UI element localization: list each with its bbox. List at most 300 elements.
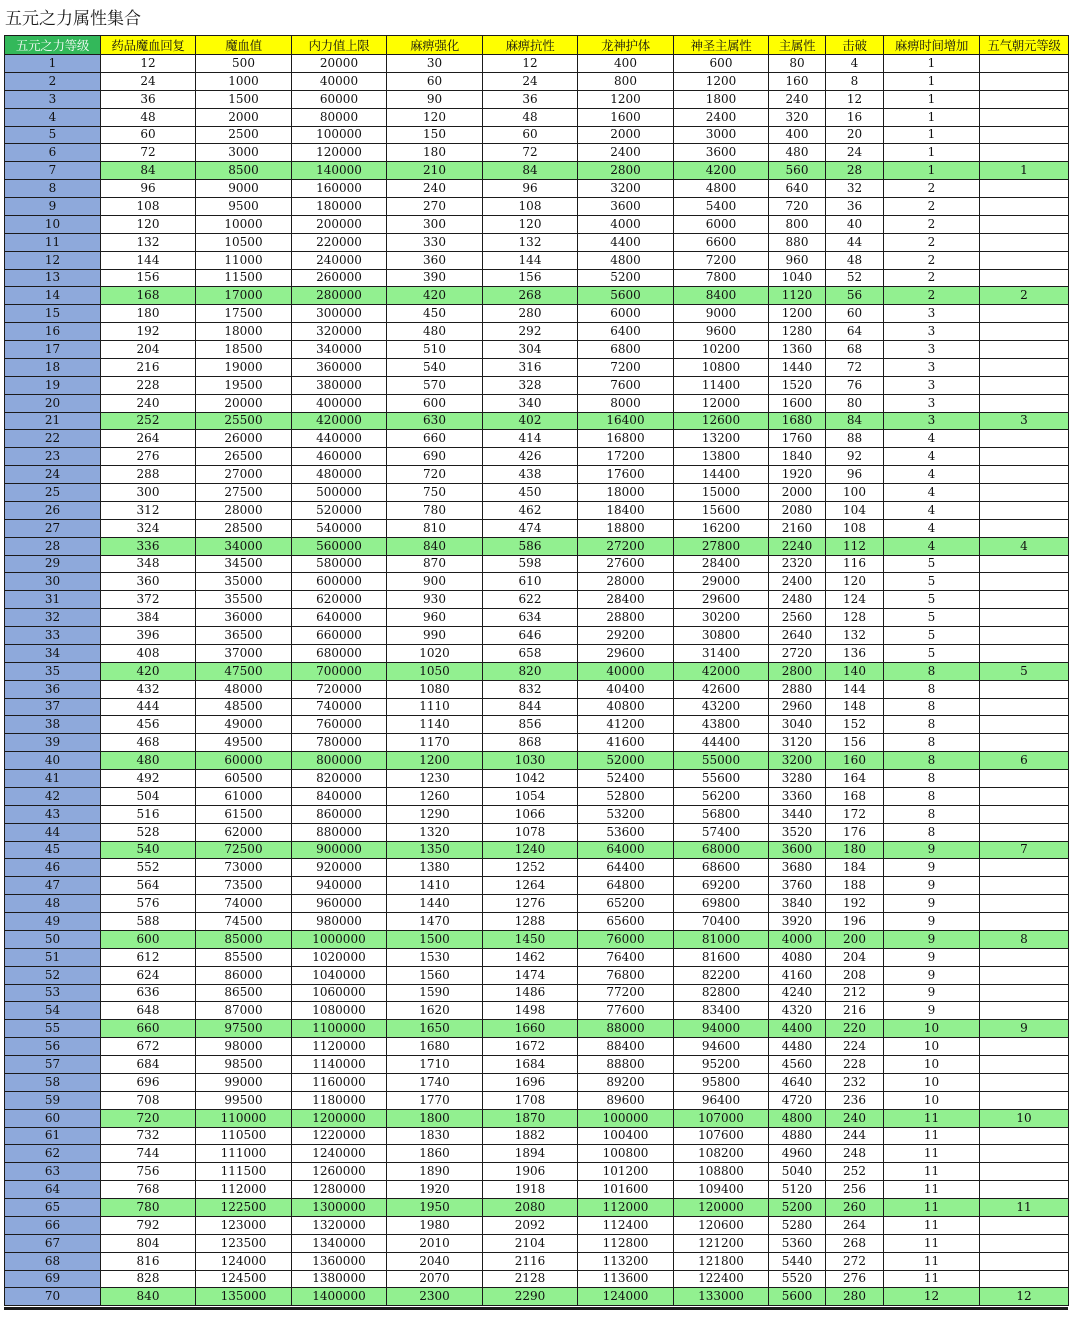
level-cell[interactable]: 36 xyxy=(5,680,101,698)
table-cell[interactable]: 560000 xyxy=(292,537,387,555)
table-cell[interactable]: 101600 xyxy=(578,1181,674,1199)
table-cell[interactable]: 2560 xyxy=(769,609,826,627)
table-cell[interactable]: 208 xyxy=(826,966,884,984)
table-cell[interactable] xyxy=(980,984,1069,1002)
table-cell[interactable]: 252 xyxy=(101,412,196,430)
table-cell[interactable]: 14400 xyxy=(674,466,769,484)
table-cell[interactable]: 5120 xyxy=(769,1181,826,1199)
table-cell[interactable]: 84 xyxy=(826,412,884,430)
table-cell[interactable]: 48 xyxy=(101,108,196,126)
table-cell[interactable]: 1200 xyxy=(578,90,674,108)
table-cell[interactable]: 150 xyxy=(387,126,483,144)
table-cell[interactable] xyxy=(980,1216,1069,1234)
table-cell[interactable]: 3440 xyxy=(769,805,826,823)
table-cell[interactable]: 1660 xyxy=(483,1020,578,1038)
table-cell[interactable]: 400000 xyxy=(292,394,387,412)
table-cell[interactable]: 828 xyxy=(101,1270,196,1288)
table-cell[interactable]: 152 xyxy=(826,716,884,734)
table-cell[interactable]: 280 xyxy=(826,1288,884,1306)
table-cell[interactable]: 10200 xyxy=(674,341,769,359)
table-cell[interactable]: 438 xyxy=(483,466,578,484)
table-cell[interactable]: 8000 xyxy=(578,394,674,412)
level-cell[interactable]: 49 xyxy=(5,913,101,931)
level-cell[interactable]: 7 xyxy=(5,162,101,180)
table-cell[interactable]: 5200 xyxy=(578,269,674,287)
table-cell[interactable] xyxy=(980,859,1069,877)
table-cell[interactable]: 84 xyxy=(101,162,196,180)
level-cell[interactable]: 53 xyxy=(5,984,101,1002)
table-cell[interactable]: 49000 xyxy=(196,716,292,734)
table-cell[interactable]: 80 xyxy=(769,55,826,73)
table-cell[interactable]: 1672 xyxy=(483,1038,578,1056)
table-cell[interactable]: 76800 xyxy=(578,966,674,984)
table-cell[interactable]: 36000 xyxy=(196,609,292,627)
table-cell[interactable]: 37000 xyxy=(196,644,292,662)
table-cell[interactable]: 990 xyxy=(387,627,483,645)
table-cell[interactable]: 44400 xyxy=(674,734,769,752)
table-cell[interactable]: 111500 xyxy=(196,1163,292,1181)
table-cell[interactable]: 27000 xyxy=(196,466,292,484)
table-cell[interactable]: 17500 xyxy=(196,305,292,323)
table-cell[interactable]: 109400 xyxy=(674,1181,769,1199)
level-cell[interactable]: 15 xyxy=(5,305,101,323)
table-cell[interactable]: 372 xyxy=(101,591,196,609)
table-cell[interactable]: 240 xyxy=(826,1109,884,1127)
table-cell[interactable]: 82800 xyxy=(674,984,769,1002)
table-cell[interactable]: 2800 xyxy=(578,162,674,180)
table-cell[interactable]: 560 xyxy=(769,162,826,180)
table-cell[interactable] xyxy=(980,448,1069,466)
table-cell[interactable]: 2 xyxy=(980,287,1069,305)
table-cell[interactable]: 48000 xyxy=(196,680,292,698)
table-cell[interactable]: 120600 xyxy=(674,1216,769,1234)
table-cell[interactable]: 10800 xyxy=(674,358,769,376)
table-cell[interactable]: 1120000 xyxy=(292,1038,387,1056)
header-cell[interactable]: 龙神护体 xyxy=(578,36,674,55)
table-cell[interactable]: 40400 xyxy=(578,680,674,698)
table-cell[interactable] xyxy=(980,519,1069,537)
table-cell[interactable]: 5440 xyxy=(769,1252,826,1270)
table-cell[interactable]: 112800 xyxy=(578,1234,674,1252)
table-cell[interactable]: 26500 xyxy=(196,448,292,466)
table-cell[interactable]: 11 xyxy=(884,1199,980,1217)
level-cell[interactable]: 6 xyxy=(5,144,101,162)
table-cell[interactable]: 76000 xyxy=(578,930,674,948)
table-cell[interactable]: 228 xyxy=(101,376,196,394)
table-cell[interactable]: 960 xyxy=(387,609,483,627)
level-cell[interactable]: 34 xyxy=(5,644,101,662)
table-cell[interactable]: 81000 xyxy=(674,930,769,948)
table-cell[interactable]: 780 xyxy=(387,501,483,519)
table-cell[interactable]: 1470 xyxy=(387,913,483,931)
table-cell[interactable]: 216 xyxy=(826,1002,884,1020)
table-cell[interactable]: 9600 xyxy=(674,323,769,341)
table-cell[interactable]: 232 xyxy=(826,1073,884,1091)
table-cell[interactable]: 1680 xyxy=(769,412,826,430)
table-cell[interactable]: 180 xyxy=(826,841,884,859)
table-cell[interactable]: 86000 xyxy=(196,966,292,984)
table-cell[interactable] xyxy=(980,501,1069,519)
table-cell[interactable]: 3 xyxy=(884,412,980,430)
table-cell[interactable]: 120 xyxy=(387,108,483,126)
table-cell[interactable]: 2080 xyxy=(769,501,826,519)
table-cell[interactable]: 2400 xyxy=(674,108,769,126)
table-cell[interactable]: 8 xyxy=(826,72,884,90)
table-cell[interactable]: 85000 xyxy=(196,930,292,948)
table-cell[interactable]: 136 xyxy=(826,644,884,662)
table-cell[interactable]: 292 xyxy=(483,323,578,341)
table-cell[interactable] xyxy=(980,770,1069,788)
table-cell[interactable]: 60000 xyxy=(196,752,292,770)
table-cell[interactable] xyxy=(980,1091,1069,1109)
table-cell[interactable]: 16200 xyxy=(674,519,769,537)
table-cell[interactable]: 11 xyxy=(884,1234,980,1252)
table-cell[interactable]: 29600 xyxy=(674,591,769,609)
table-cell[interactable]: 1200 xyxy=(769,305,826,323)
table-cell[interactable]: 4200 xyxy=(674,162,769,180)
table-cell[interactable] xyxy=(980,90,1069,108)
table-cell[interactable]: 204 xyxy=(826,948,884,966)
table-cell[interactable] xyxy=(980,144,1069,162)
table-cell[interactable]: 264 xyxy=(101,430,196,448)
table-cell[interactable]: 8500 xyxy=(196,162,292,180)
table-cell[interactable]: 768 xyxy=(101,1181,196,1199)
table-cell[interactable]: 84 xyxy=(483,162,578,180)
table-cell[interactable]: 288 xyxy=(101,466,196,484)
table-cell[interactable]: 30800 xyxy=(674,627,769,645)
table-cell[interactable]: 624 xyxy=(101,966,196,984)
table-cell[interactable]: 11400 xyxy=(674,376,769,394)
table-cell[interactable]: 13200 xyxy=(674,430,769,448)
table-cell[interactable]: 4080 xyxy=(769,948,826,966)
table-cell[interactable]: 10 xyxy=(884,1056,980,1074)
table-cell[interactable]: 1054 xyxy=(483,787,578,805)
table-cell[interactable]: 110000 xyxy=(196,1109,292,1127)
table-cell[interactable]: 2000 xyxy=(578,126,674,144)
table-cell[interactable]: 18800 xyxy=(578,519,674,537)
table-cell[interactable]: 28500 xyxy=(196,519,292,537)
table-cell[interactable]: 2 xyxy=(884,269,980,287)
table-cell[interactable]: 98500 xyxy=(196,1056,292,1074)
table-cell[interactable]: 10 xyxy=(884,1091,980,1109)
table-cell[interactable]: 120 xyxy=(826,573,884,591)
table-cell[interactable]: 11 xyxy=(884,1145,980,1163)
table-cell[interactable]: 40 xyxy=(826,215,884,233)
table-cell[interactable]: 328 xyxy=(483,376,578,394)
table-cell[interactable]: 1288 xyxy=(483,913,578,931)
table-cell[interactable] xyxy=(980,895,1069,913)
level-cell[interactable]: 63 xyxy=(5,1163,101,1181)
table-cell[interactable]: 11 xyxy=(884,1252,980,1270)
table-cell[interactable]: 1440 xyxy=(769,358,826,376)
table-cell[interactable]: 94600 xyxy=(674,1038,769,1056)
table-cell[interactable]: 528 xyxy=(101,823,196,841)
level-cell[interactable]: 52 xyxy=(5,966,101,984)
table-cell[interactable]: 1950 xyxy=(387,1199,483,1217)
table-cell[interactable]: 7800 xyxy=(674,269,769,287)
level-cell[interactable]: 43 xyxy=(5,805,101,823)
table-cell[interactable]: 89200 xyxy=(578,1073,674,1091)
table-cell[interactable]: 1462 xyxy=(483,948,578,966)
table-cell[interactable]: 5400 xyxy=(674,198,769,216)
table-cell[interactable]: 12 xyxy=(483,55,578,73)
table-cell[interactable]: 57400 xyxy=(674,823,769,841)
table-cell[interactable]: 9 xyxy=(884,1002,980,1020)
table-cell[interactable]: 598 xyxy=(483,555,578,573)
table-cell[interactable]: 10000 xyxy=(196,215,292,233)
level-cell[interactable]: 8 xyxy=(5,180,101,198)
table-cell[interactable]: 1066 xyxy=(483,805,578,823)
level-cell[interactable]: 56 xyxy=(5,1038,101,1056)
table-cell[interactable]: 3 xyxy=(980,412,1069,430)
table-cell[interactable]: 640 xyxy=(769,180,826,198)
table-cell[interactable]: 29200 xyxy=(578,627,674,645)
level-cell[interactable]: 12 xyxy=(5,251,101,269)
table-cell[interactable]: 200 xyxy=(826,930,884,948)
table-cell[interactable]: 1474 xyxy=(483,966,578,984)
table-cell[interactable]: 1560 xyxy=(387,966,483,984)
table-cell[interactable]: 8 xyxy=(980,930,1069,948)
table-cell[interactable]: 3760 xyxy=(769,877,826,895)
level-cell[interactable]: 70 xyxy=(5,1288,101,1306)
table-cell[interactable]: 2080 xyxy=(483,1199,578,1217)
table-cell[interactable]: 840 xyxy=(101,1288,196,1306)
table-cell[interactable]: 64800 xyxy=(578,877,674,895)
table-cell[interactable]: 120 xyxy=(101,215,196,233)
table-cell[interactable]: 124500 xyxy=(196,1270,292,1288)
level-cell[interactable]: 23 xyxy=(5,448,101,466)
table-cell[interactable]: 1800 xyxy=(387,1109,483,1127)
table-cell[interactable]: 4 xyxy=(980,537,1069,555)
table-cell[interactable]: 3 xyxy=(884,358,980,376)
table-cell[interactable]: 42600 xyxy=(674,680,769,698)
table-cell[interactable]: 10 xyxy=(980,1109,1069,1127)
table-cell[interactable]: 108 xyxy=(101,198,196,216)
table-cell[interactable] xyxy=(980,305,1069,323)
level-cell[interactable]: 66 xyxy=(5,1216,101,1234)
table-cell[interactable]: 2480 xyxy=(769,591,826,609)
level-cell[interactable]: 46 xyxy=(5,859,101,877)
table-cell[interactable]: 24 xyxy=(483,72,578,90)
table-cell[interactable]: 3520 xyxy=(769,823,826,841)
table-cell[interactable]: 1252 xyxy=(483,859,578,877)
table-cell[interactable]: 24 xyxy=(826,144,884,162)
table-cell[interactable]: 1680 xyxy=(387,1038,483,1056)
table-cell[interactable]: 31400 xyxy=(674,644,769,662)
table-cell[interactable]: 4 xyxy=(884,466,980,484)
table-cell[interactable]: 832 xyxy=(483,680,578,698)
level-cell[interactable]: 50 xyxy=(5,930,101,948)
table-cell[interactable]: 1100000 xyxy=(292,1020,387,1038)
table-cell[interactable]: 3120 xyxy=(769,734,826,752)
table-cell[interactable]: 2 xyxy=(884,198,980,216)
table-cell[interactable]: 340 xyxy=(483,394,578,412)
table-cell[interactable]: 1380000 xyxy=(292,1270,387,1288)
table-cell[interactable]: 1380 xyxy=(387,859,483,877)
level-cell[interactable]: 68 xyxy=(5,1252,101,1270)
table-cell[interactable]: 622 xyxy=(483,591,578,609)
table-cell[interactable]: 1498 xyxy=(483,1002,578,1020)
table-cell[interactable]: 28000 xyxy=(578,573,674,591)
table-cell[interactable]: 1684 xyxy=(483,1056,578,1074)
table-cell[interactable]: 140000 xyxy=(292,162,387,180)
table-cell[interactable] xyxy=(980,877,1069,895)
table-cell[interactable]: 108 xyxy=(826,519,884,537)
table-cell[interactable]: 107600 xyxy=(674,1127,769,1145)
table-cell[interactable]: 2160 xyxy=(769,519,826,537)
table-cell[interactable]: 120000 xyxy=(292,144,387,162)
table-cell[interactable]: 28800 xyxy=(578,609,674,627)
table-cell[interactable]: 60000 xyxy=(292,90,387,108)
table-cell[interactable]: 2640 xyxy=(769,627,826,645)
table-cell[interactable]: 900000 xyxy=(292,841,387,859)
table-cell[interactable]: 1300000 xyxy=(292,1199,387,1217)
table-cell[interactable]: 240000 xyxy=(292,251,387,269)
header-cell[interactable]: 麻痹时间增加 xyxy=(884,36,980,55)
table-cell[interactable]: 112000 xyxy=(578,1199,674,1217)
table-cell[interactable]: 9 xyxy=(884,948,980,966)
table-cell[interactable]: 60 xyxy=(483,126,578,144)
table-cell[interactable]: 89600 xyxy=(578,1091,674,1109)
table-cell[interactable]: 64000 xyxy=(578,841,674,859)
table-cell[interactable]: 4400 xyxy=(769,1020,826,1038)
table-cell[interactable] xyxy=(980,1038,1069,1056)
table-cell[interactable]: 1770 xyxy=(387,1091,483,1109)
table-cell[interactable] xyxy=(980,734,1069,752)
table-cell[interactable]: 408 xyxy=(101,644,196,662)
table-cell[interactable]: 42000 xyxy=(674,662,769,680)
table-cell[interactable]: 880 xyxy=(769,233,826,251)
level-cell[interactable]: 40 xyxy=(5,752,101,770)
table-cell[interactable]: 82200 xyxy=(674,966,769,984)
table-cell[interactable]: 1276 xyxy=(483,895,578,913)
table-cell[interactable]: 1450 xyxy=(483,930,578,948)
table-cell[interactable]: 2880 xyxy=(769,680,826,698)
table-cell[interactable]: 15600 xyxy=(674,501,769,519)
table-cell[interactable]: 29000 xyxy=(674,573,769,591)
table-cell[interactable]: 168 xyxy=(101,287,196,305)
table-cell[interactable] xyxy=(980,358,1069,376)
table-cell[interactable]: 1 xyxy=(884,72,980,90)
table-cell[interactable]: 646 xyxy=(483,627,578,645)
table-cell[interactable]: 1 xyxy=(884,90,980,108)
table-cell[interactable]: 212 xyxy=(826,984,884,1002)
table-cell[interactable]: 61000 xyxy=(196,787,292,805)
level-cell[interactable]: 69 xyxy=(5,1270,101,1288)
table-cell[interactable]: 10 xyxy=(884,1073,980,1091)
table-cell[interactable]: 1410 xyxy=(387,877,483,895)
table-cell[interactable]: 1890 xyxy=(387,1163,483,1181)
table-cell[interactable]: 1894 xyxy=(483,1145,578,1163)
table-cell[interactable]: 8 xyxy=(884,698,980,716)
level-cell[interactable]: 57 xyxy=(5,1056,101,1074)
table-cell[interactable]: 24 xyxy=(101,72,196,90)
table-cell[interactable]: 5 xyxy=(884,644,980,662)
table-cell[interactable]: 1280000 xyxy=(292,1181,387,1199)
table-cell[interactable]: 5 xyxy=(980,662,1069,680)
table-cell[interactable]: 128 xyxy=(826,609,884,627)
table-cell[interactable]: 160 xyxy=(769,72,826,90)
table-cell[interactable]: 96400 xyxy=(674,1091,769,1109)
table-cell[interactable]: 11 xyxy=(884,1163,980,1181)
table-cell[interactable]: 320 xyxy=(769,108,826,126)
level-cell[interactable]: 51 xyxy=(5,948,101,966)
table-cell[interactable]: 360 xyxy=(387,251,483,269)
table-cell[interactable]: 1000000 xyxy=(292,930,387,948)
table-cell[interactable]: 3040 xyxy=(769,716,826,734)
table-cell[interactable]: 68 xyxy=(826,341,884,359)
table-cell[interactable]: 2300 xyxy=(387,1288,483,1306)
table-cell[interactable]: 1020 xyxy=(387,644,483,662)
table-cell[interactable]: 5600 xyxy=(578,287,674,305)
table-cell[interactable]: 5040 xyxy=(769,1163,826,1181)
header-cell[interactable]: 魔血值 xyxy=(196,36,292,55)
table-cell[interactable]: 156 xyxy=(483,269,578,287)
table-cell[interactable] xyxy=(980,233,1069,251)
level-cell[interactable]: 47 xyxy=(5,877,101,895)
table-cell[interactable] xyxy=(980,1252,1069,1270)
table-cell[interactable]: 11 xyxy=(884,1127,980,1145)
table-cell[interactable]: 29600 xyxy=(578,644,674,662)
table-cell[interactable]: 53600 xyxy=(578,823,674,841)
level-cell[interactable]: 29 xyxy=(5,555,101,573)
table-cell[interactable]: 2116 xyxy=(483,1252,578,1270)
table-cell[interactable]: 5 xyxy=(884,627,980,645)
table-cell[interactable]: 15000 xyxy=(674,484,769,502)
table-cell[interactable]: 2290 xyxy=(483,1288,578,1306)
table-cell[interactable]: 1030 xyxy=(483,752,578,770)
table-cell[interactable]: 1240 xyxy=(483,841,578,859)
table-cell[interactable]: 12 xyxy=(101,55,196,73)
table-cell[interactable]: 280000 xyxy=(292,287,387,305)
table-cell[interactable]: 113600 xyxy=(578,1270,674,1288)
table-cell[interactable]: 390 xyxy=(387,269,483,287)
table-cell[interactable]: 600 xyxy=(101,930,196,948)
table-cell[interactable]: 3200 xyxy=(578,180,674,198)
table-cell[interactable]: 492 xyxy=(101,770,196,788)
table-cell[interactable]: 360 xyxy=(101,573,196,591)
table-cell[interactable]: 576 xyxy=(101,895,196,913)
table-cell[interactable]: 660 xyxy=(387,430,483,448)
table-cell[interactable]: 720 xyxy=(101,1109,196,1127)
table-cell[interactable]: 180000 xyxy=(292,198,387,216)
table-cell[interactable] xyxy=(980,680,1069,698)
table-cell[interactable]: 28 xyxy=(826,162,884,180)
table-cell[interactable] xyxy=(980,591,1069,609)
table-cell[interactable]: 744 xyxy=(101,1145,196,1163)
table-cell[interactable]: 96 xyxy=(826,466,884,484)
table-cell[interactable]: 4 xyxy=(884,448,980,466)
table-cell[interactable]: 1 xyxy=(884,108,980,126)
table-cell[interactable]: 123000 xyxy=(196,1216,292,1234)
table-cell[interactable]: 800 xyxy=(769,215,826,233)
table-cell[interactable]: 1350 xyxy=(387,841,483,859)
table-cell[interactable] xyxy=(980,394,1069,412)
table-cell[interactable]: 820000 xyxy=(292,770,387,788)
table-cell[interactable]: 980000 xyxy=(292,913,387,931)
table-cell[interactable]: 8 xyxy=(884,823,980,841)
table-cell[interactable]: 610 xyxy=(483,573,578,591)
table-cell[interactable]: 92 xyxy=(826,448,884,466)
table-cell[interactable]: 1200 xyxy=(674,72,769,90)
table-cell[interactable]: 658 xyxy=(483,644,578,662)
table-cell[interactable]: 69800 xyxy=(674,895,769,913)
table-cell[interactable]: 19000 xyxy=(196,358,292,376)
table-cell[interactable]: 133000 xyxy=(674,1288,769,1306)
table-cell[interactable]: 3 xyxy=(884,305,980,323)
table-cell[interactable]: 132 xyxy=(101,233,196,251)
table-cell[interactable]: 684 xyxy=(101,1056,196,1074)
